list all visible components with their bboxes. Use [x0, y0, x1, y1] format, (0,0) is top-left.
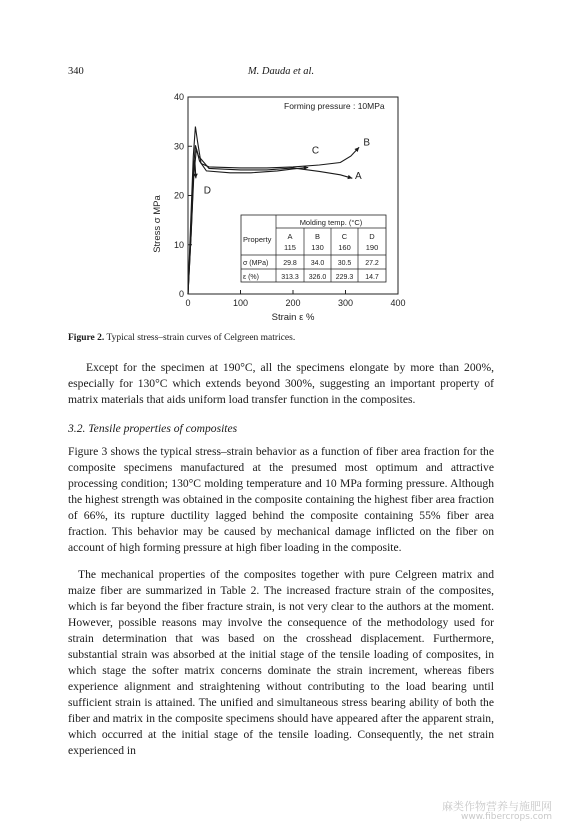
series-label-b: B [363, 137, 371, 149]
y-tick-label: 0 [178, 289, 184, 299]
table-cell: 27.2 [365, 260, 379, 267]
table-col-letter: B [314, 232, 321, 241]
table-row-label: ε (%) [243, 274, 259, 281]
y-tick-label: 20 [173, 190, 184, 201]
y-axis-label: Stress σ MPa [152, 195, 163, 253]
page-header [68, 66, 494, 84]
x-tick-label: 0 [185, 298, 191, 308]
table-cell: 30.5 [337, 260, 352, 267]
table-row-label: σ (MPa) [243, 260, 269, 267]
table-cell: 229.3 [335, 274, 354, 281]
table-cell: 14.7 [365, 274, 379, 281]
caption-text: Typical stress–strain curves of Celgreen matrices. [106, 333, 296, 343]
running-head: M. Dauda et al. [247, 66, 315, 77]
paragraph-2: Figure 3 shows the typical stress–strain behavior as a function of fiber area fraction for the composite specimens manufactured at the presumed most optimum and attractive processing condition; 130°C molding temperature and 10 MPa forming pressure. Although the highest strength was obtained in the composite containing the highest fiber area fraction of 66%, its rupture ductility lagged behind the composite containing 55% fiber area fraction. This behavior may be caused by mechanical damage inflicted on the fiber on account of high forming pressure at high fiber loading in the composite. [68, 445, 494, 554]
table-cell: 326.0 [308, 274, 327, 281]
series-label-a: A [354, 171, 362, 183]
y-tick-label: 10 [173, 239, 184, 250]
caption-label: Figure 2. [68, 333, 105, 343]
table-col-temp: 160 [338, 243, 351, 252]
y-tick-label: 30 [173, 141, 184, 152]
table-col-letter: C [341, 232, 348, 241]
watermark-url: www.fibercrops.com [461, 812, 552, 822]
table-cell: 34.0 [310, 260, 325, 267]
series-label-d: D [203, 185, 211, 197]
x-tick-label: 400 [390, 298, 406, 308]
table-cell: 313.3 [281, 274, 299, 281]
series-label-c: C [311, 145, 320, 157]
section-heading: 3.2. Tensile properties of composites [68, 422, 238, 435]
table-col-temp: 190 [365, 243, 379, 252]
watermark-cn: 麻类作物营养与施肥网 [442, 800, 552, 813]
table-col-temp: 115 [284, 243, 296, 252]
table-cell: 29.8 [283, 260, 297, 267]
figure-caption [68, 333, 494, 343]
table-col-temp: 130 [311, 243, 324, 252]
table-corner-label: Property [243, 235, 272, 244]
paragraph-1: Except for the specimen at 190°C, all the specimens elongate by more than 200%, especially for 130°C which extends beyond 300%, suggesting an important property of matrix materials that aids uniform load transfer function in the composites. [68, 361, 494, 406]
page-number: 340 [68, 66, 84, 77]
chart-annotation: Forming pressure : 10MPa [284, 101, 385, 111]
stress-strain-chart [150, 88, 420, 328]
x-axis-label: Strain ε % [271, 312, 315, 323]
paragraph-3: The mechanical properties of the composites together with pure Celgreen matrix and maize fiber are summarized in Table 2. The increased fracture strain of the composites, which is far beyond the fiber fracture strain, is not very clear to the authors at the moment. However, possible reasons may involve the consequence of the methodology used for strain determination that was based on the crosshead displacement. Furthermore, substantial strain was absorbed at the initial stage of the tensile loading of composites, in which stage the softer matrix concerns dominate the strain increment, whereas fibers experience alignment and straightening without contributing to the load bearing until sufficient strain is attained. The unified and simultaneous stress bearing ability of both the fiber and matrix in the composite specimens should have appeared after the apparent strain, which occurred at the initial stage of the tensile loading. Consequently, the net strain experienced in [68, 568, 494, 757]
y-tick-label: 40 [173, 92, 184, 102]
x-tick-label: 200 [285, 298, 301, 308]
inset-table [241, 215, 386, 282]
x-tick-label: 300 [337, 298, 354, 308]
table-col-letter: D [369, 232, 375, 241]
x-tick-label: 100 [232, 298, 249, 308]
table-col-letter: A [287, 232, 293, 241]
table-group-header: Molding temp. (°C) [299, 218, 363, 227]
